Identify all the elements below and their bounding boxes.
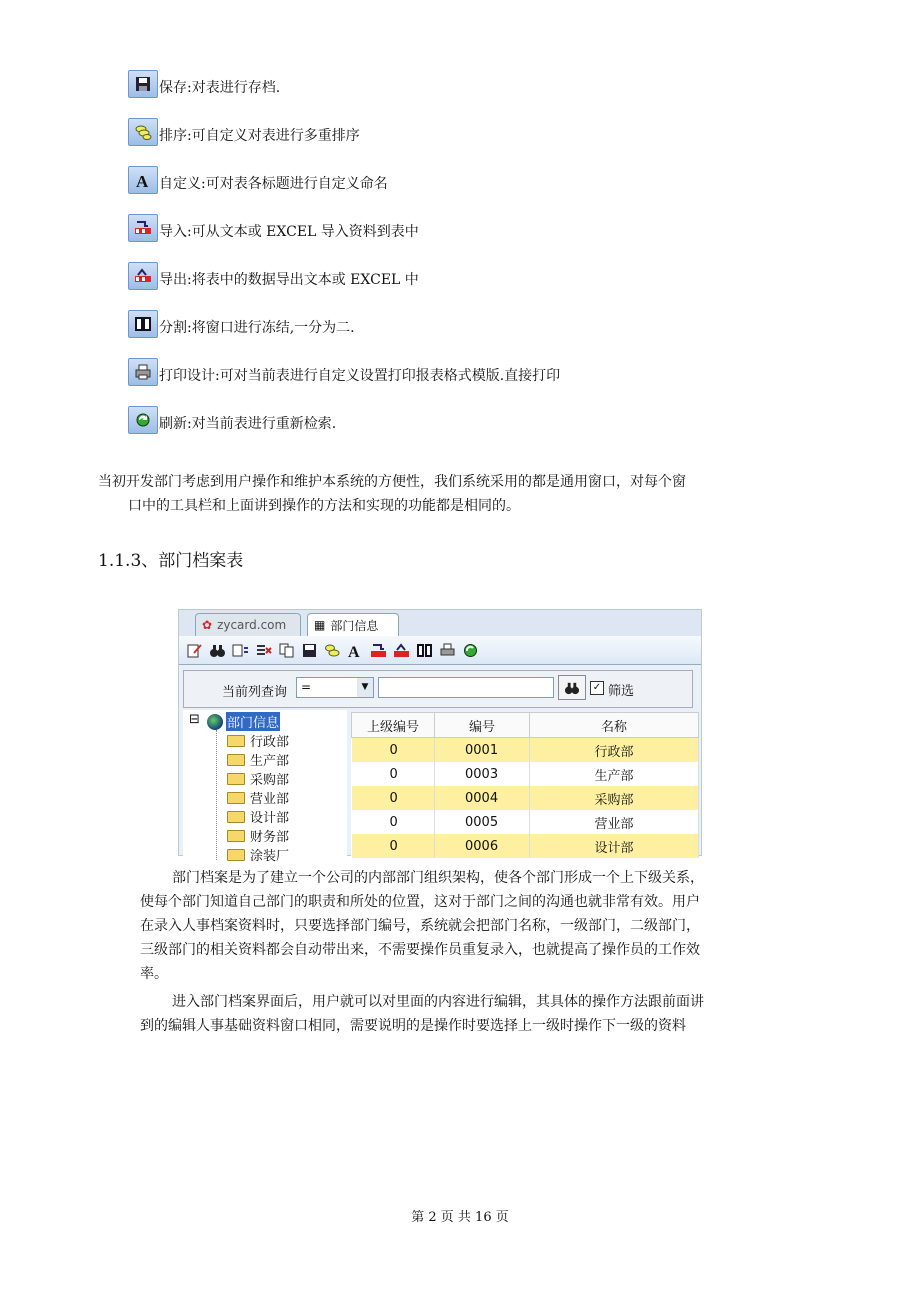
- cell-parent-code[interactable]: 0: [352, 810, 435, 834]
- export-icon[interactable]: [392, 641, 411, 660]
- intro-line-2: 口中的工具栏和上面讲到操作的方法和实现的功能都是相同的。: [128, 498, 520, 514]
- cell-name[interactable]: 设计部: [530, 834, 699, 858]
- find-binoculars-icon[interactable]: [208, 641, 227, 660]
- tab-department-info[interactable]: [307, 613, 399, 636]
- tree-item[interactable]: [227, 731, 289, 750]
- body-p1-line-1: 部门档案是为了建立一个公司的内部部门组织架构，使各个部门形成一个上下级关系，: [172, 870, 704, 886]
- cell-name[interactable]: 采购部: [530, 786, 699, 810]
- query-operator-select[interactable]: [296, 677, 374, 698]
- desc-sort: [128, 114, 360, 146]
- query-bar: [183, 670, 693, 708]
- insert-row-icon[interactable]: [231, 641, 250, 660]
- tree-item-label: 财务部: [250, 830, 290, 845]
- font-a-icon[interactable]: [346, 641, 365, 660]
- tree-root-label: 部门信息: [226, 712, 280, 731]
- section-heading: 1.1.3、部门档案表: [98, 551, 244, 571]
- desc-print: [128, 354, 560, 386]
- tree-item-label: 设计部: [250, 811, 290, 826]
- table-row[interactable]: [352, 834, 699, 858]
- body-p1-line-5: 率。: [140, 966, 168, 982]
- desc-custom: [128, 162, 388, 194]
- zycard-logo-icon: ✿: [202, 618, 213, 632]
- tree-guide-line: [216, 730, 217, 860]
- svg-text:A: A: [136, 172, 149, 191]
- desc-text: 分割:将窗口进行冻结,一分为二.: [159, 320, 355, 336]
- tree-item-label: 行政部: [250, 735, 290, 750]
- folder-icon: [227, 735, 245, 747]
- grid-header-row: [352, 713, 699, 738]
- cell-parent-code[interactable]: 0: [352, 786, 435, 810]
- desc-text: 保存:对表进行存档.: [159, 80, 281, 96]
- tree-item-label: 涂装厂: [250, 849, 290, 864]
- tab-label: zycard.com: [217, 618, 287, 632]
- save-icon: [128, 70, 158, 98]
- desc-text: 导出:将表中的数据导出文本或 EXCEL 中: [159, 272, 419, 288]
- tree-item[interactable]: [227, 845, 289, 864]
- refresh-icon: [128, 406, 158, 434]
- save-icon[interactable]: [300, 641, 319, 660]
- tree-item[interactable]: [227, 807, 289, 826]
- cell-name[interactable]: 生产部: [530, 762, 699, 786]
- tab-label: 部门信息: [330, 618, 379, 633]
- tree-item[interactable]: [227, 769, 289, 788]
- split-icon: [128, 310, 158, 338]
- department-window: [178, 609, 702, 864]
- column-header[interactable]: 上级编号: [352, 713, 435, 738]
- column-header[interactable]: 编号: [435, 713, 530, 738]
- folder-icon: [227, 830, 245, 842]
- filter-label: 筛选: [608, 684, 635, 699]
- cell-code[interactable]: 0006: [435, 834, 530, 858]
- department-grid: [351, 712, 699, 857]
- column-header[interactable]: 名称: [530, 713, 699, 738]
- table-row[interactable]: [352, 810, 699, 834]
- desc-text: 排序:可自定义对表进行多重排序: [159, 128, 360, 144]
- cell-name[interactable]: 行政部: [530, 738, 699, 763]
- sort-icon[interactable]: [323, 641, 342, 660]
- body-p1-line-3: 在录入人事档案资料时，只要选择部门编号，系统就会把部门名称，一级部门，二级部门，: [140, 918, 700, 934]
- tree-item[interactable]: [227, 788, 289, 807]
- import-icon: [128, 214, 158, 242]
- tab-bar: [179, 610, 701, 636]
- tree-item-label: 生产部: [250, 754, 290, 769]
- print-icon[interactable]: [438, 641, 457, 660]
- copy-icon[interactable]: [277, 641, 296, 660]
- import-icon[interactable]: [369, 641, 388, 660]
- desc-text: 自定义:可对表各标题进行自定义命名: [159, 176, 388, 192]
- desc-save: [128, 66, 280, 98]
- cell-code[interactable]: 0001: [435, 738, 530, 763]
- sort-icon: [128, 118, 158, 146]
- body-p2-line-2: 到的编辑人事基础资料窗口相同，需要说明的是操作时要选择上一级时操作下一级的资料: [140, 1018, 686, 1034]
- body-p1-line-4: 三级部门的相关资料都会自动带出来，不需要操作员重复录入，也就提高了操作员的工作效: [140, 942, 700, 958]
- query-input[interactable]: [378, 677, 554, 698]
- query-label: 当前列查询: [222, 685, 288, 700]
- font-a-icon: [128, 166, 158, 194]
- query-operator-value: =: [301, 680, 312, 694]
- intro-line-1: 当初开发部门考虑到用户操作和维护本系统的方便性，我们系统采用的都是通用窗口，对每个窗: [98, 474, 686, 490]
- cell-parent-code[interactable]: 0: [352, 762, 435, 786]
- cell-parent-code[interactable]: 0: [352, 834, 435, 858]
- tree-root[interactable]: [207, 712, 280, 731]
- refresh-icon[interactable]: [461, 641, 480, 660]
- svg-text:A: A: [348, 643, 360, 661]
- page-footer: 第 2 页 共 16 页: [411, 1210, 509, 1225]
- cell-code[interactable]: 0005: [435, 810, 530, 834]
- find-binoculars-icon: [564, 680, 580, 696]
- desc-text: 导入:可从文本或 EXCEL 导入资料到表中: [159, 224, 419, 240]
- desc-import: [128, 210, 419, 242]
- desc-refresh: [128, 402, 336, 434]
- folder-icon: [227, 754, 245, 766]
- print-icon: [128, 358, 158, 386]
- export-icon: [128, 262, 158, 290]
- tree-item[interactable]: [227, 750, 289, 769]
- tree-collapse-toggle[interactable]: ⊟: [189, 712, 200, 727]
- folder-icon: [227, 849, 245, 861]
- cell-name[interactable]: 营业部: [530, 810, 699, 834]
- folder-icon: [227, 773, 245, 785]
- cell-parent-code[interactable]: 0: [352, 738, 435, 763]
- tab-zycard[interactable]: [195, 613, 301, 636]
- toolbar: [179, 636, 701, 665]
- table-row[interactable]: [352, 786, 699, 810]
- table-row[interactable]: [352, 762, 699, 786]
- folder-icon: [227, 792, 245, 804]
- table-row[interactable]: [352, 738, 699, 763]
- folder-icon: [227, 811, 245, 823]
- tree-item-label: 采购部: [250, 773, 290, 788]
- delete-row-icon[interactable]: [254, 641, 273, 660]
- split-icon[interactable]: [415, 641, 434, 660]
- desc-text: 打印设计:可对当前表进行自定义设置打印报表格式模版.直接打印: [159, 368, 561, 384]
- filter-checkbox[interactable]: ✓: [590, 681, 604, 695]
- body-p1-line-2: 使每个部门知道自己部门的职责和所处的位置，这对于部门之间的沟通也就非常有效。用户: [140, 894, 700, 910]
- desc-export: [128, 258, 419, 290]
- search-button[interactable]: [558, 675, 586, 700]
- edit-icon[interactable]: [185, 641, 204, 660]
- desc-split: [128, 306, 355, 338]
- tree-item-label: 营业部: [250, 792, 290, 807]
- cell-code[interactable]: 0003: [435, 762, 530, 786]
- desc-text: 刷新:对当前表进行重新检索.: [159, 416, 337, 432]
- tree-item[interactable]: [227, 826, 289, 845]
- department-tree: [183, 710, 347, 864]
- chevron-down-icon[interactable]: ▼: [357, 678, 373, 697]
- body-p2-line-1: 进入部门档案界面后，用户就可以对里面的内容进行编辑，其具体的操作方法跟前面讲: [172, 994, 704, 1010]
- cell-code[interactable]: 0004: [435, 786, 530, 810]
- globe-icon: [207, 714, 223, 730]
- grid-window-icon: ▦: [314, 618, 326, 632]
